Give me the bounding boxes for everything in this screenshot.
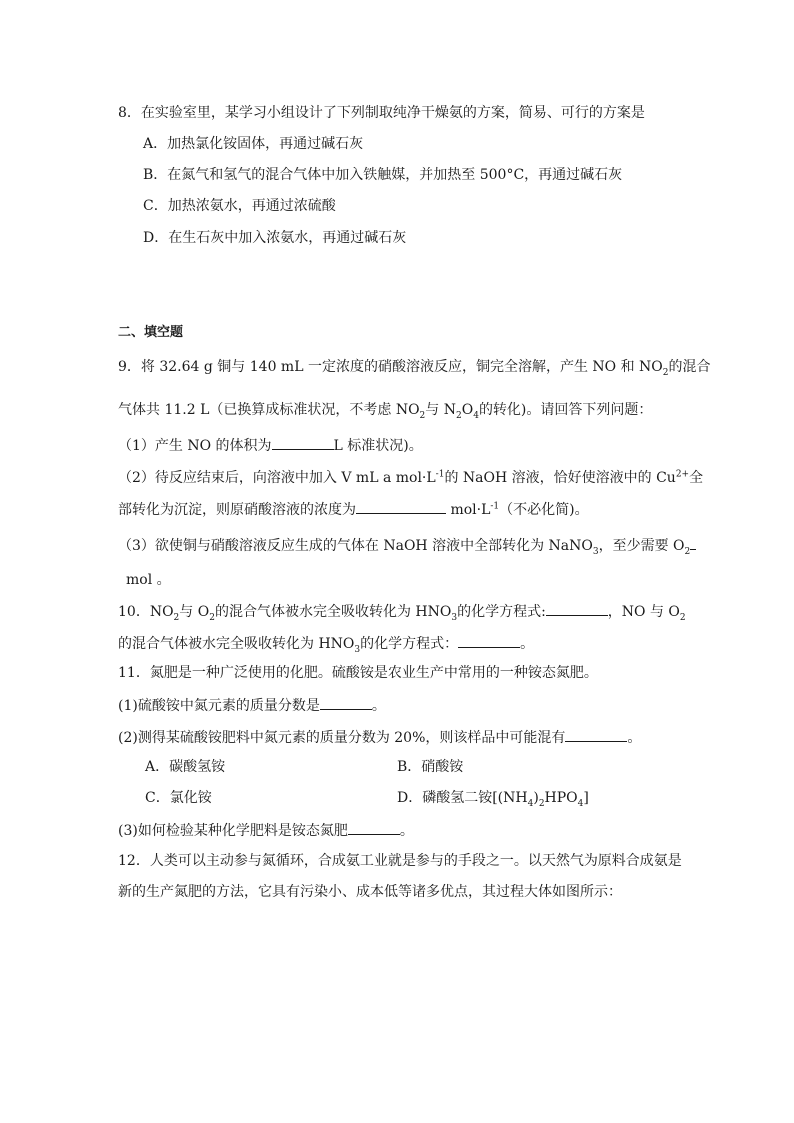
question-8-option-c: C．加热浓氨水，再通过浓硫酸: [143, 198, 336, 214]
answer-blank[interactable]: [546, 600, 608, 616]
answer-blank[interactable]: [320, 694, 372, 710]
question-12-line-2: 新的生产氮肥的方法，它具有污染小、成本低等诸多优点，其过程大体如图所示：: [118, 884, 622, 900]
question-8-option-a: A．加热氯化铵固体，再通过碱石灰: [143, 136, 364, 152]
question-8-option-d: D．在生石灰中加入浓氨水，再通过碱石灰: [143, 230, 407, 246]
question-9-part-3: （3）欲使铜与硝酸溶液反应生成的气体在 NaOH 溶液中全部转化为 NaNO$_3$，至少需要 $O_2$: [118, 534, 696, 556]
question-9-part-1: （1）产生 NO 的体积为 L 标准状况)。: [118, 434, 423, 456]
question-10-line-2: 的混合气体被水完全吸收转化为 $HNO_3$的化学方程式： 。: [118, 632, 534, 654]
question-11-option-a: A．碳酸氢铵: [145, 759, 226, 775]
answer-blank[interactable]: [458, 632, 520, 648]
question-11-option-c: C．氯化铵: [145, 790, 212, 806]
question-9-line-2: 气体共 11.2 L（已换算成标准状况，不考虑 $NO_2$与 $N_2O_4$的转化)。请回答下列问题：: [118, 402, 653, 421]
section-heading-fill-in: 二、填空题: [118, 325, 184, 340]
question-9-line-1: 9．将 32.64 g 铜与 140 mL 一定浓度的硝酸溶液反应，铜完全溶解，产生 NO 和 $NO_2$的混合: [118, 359, 711, 378]
question-11-part-1: (1)硫酸铵中氮元素的质量分数是 。: [118, 694, 386, 716]
question-9-part-2-line-1: （2）待反应结束后，向溶液中加入 V mL a $mol\cdot L^{-1}$的 NaOH 溶液，恰好使溶液中的 $Cu^{2+}$全: [118, 469, 704, 486]
question-9-part-2-line-2: 部转化为沉淀，则原硝酸溶液的浓度为 $mol\cdot L^{-1}$（不必化简)。: [118, 498, 589, 520]
answer-blank[interactable]: [356, 498, 446, 514]
question-11-option-d: D．磷酸氢二铵$[(NH_4)_2HPO_4]$: [397, 790, 589, 809]
question-12-line-1: 12．人类可以主动参与氮循环，合成氨工业就是参与的手段之一。以天然气为原料合成氨是: [118, 853, 682, 869]
question-11-option-b: B．硝酸铵: [397, 759, 464, 775]
answer-blank[interactable]: [272, 434, 334, 450]
question-9-part-3-unit: mol 。: [126, 572, 171, 588]
answer-blank[interactable]: [348, 819, 400, 835]
question-10-line-1: 10．$NO_2$与 $O_2$的混合气体被水完全吸收转化为 $HNO_3$的化学方程式: ，NO 与 $O_2$: [118, 600, 686, 622]
answer-blank[interactable]: [690, 534, 696, 550]
question-8-stem: 8．在实验室里，某学习小组设计了下列制取纯净干燥氨的方案，简易、可行的方案是: [118, 105, 645, 121]
question-11-part-2: (2)测得某硫酸铵肥料中氮元素的质量分数为 20%，则该样品中可能混有 。: [118, 726, 641, 748]
question-11-part-3: (3)如何检验某种化学肥料是铵态氮肥 。: [118, 819, 414, 841]
answer-blank[interactable]: [565, 726, 627, 742]
question-8-option-b: B．在氮气和氢气的混合气体中加入铁触媒，并加热至 500°C，再通过碱石灰: [143, 167, 623, 183]
question-11-stem: 11．氮肥是一种广泛使用的化肥。硫酸铵是农业生产中常用的一种铵态氮肥。: [118, 665, 598, 681]
